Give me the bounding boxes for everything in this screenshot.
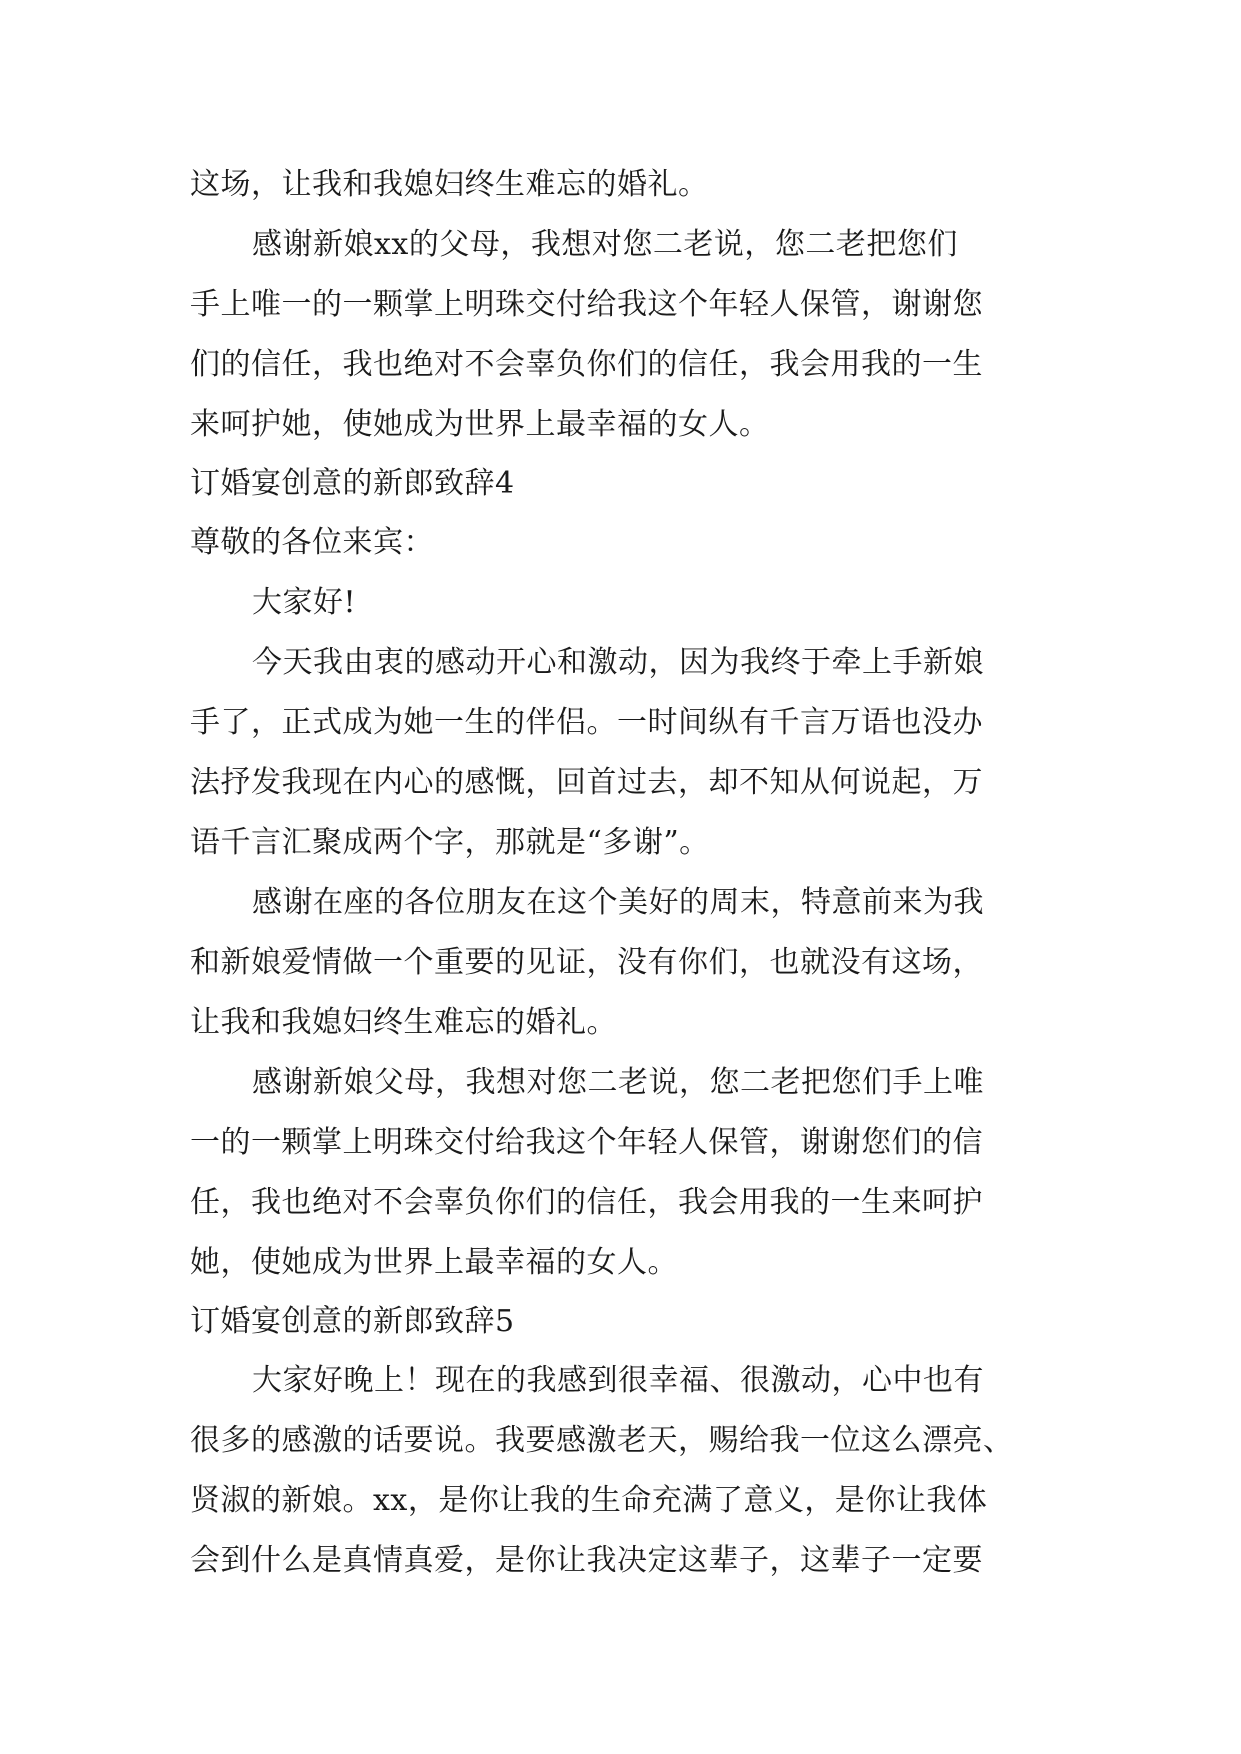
greeting-line: 大家好! — [252, 585, 357, 620]
document-body — [190, 155, 1060, 1591]
paragraph-line: 会到什么是真情真爱，是你让我决定这辈子，这辈子一定要 — [190, 1543, 983, 1578]
paragraph-line: 让我和我媳妇终生难忘的婚礼。 — [190, 1005, 617, 1040]
paragraph-line: 感谢在座的各位朋友在这个美好的周末，特意前来为我 — [252, 885, 984, 920]
paragraph-line: 感谢新娘xx的父母，我想对您二老说，您二老把您们 — [252, 227, 958, 262]
paragraph-line: 法抒发我现在内心的感慨，回首过去，却不知从何说起，万 — [190, 765, 983, 800]
paragraph-line: 这场，让我和我媳妇终生难忘的婚礼。 — [190, 167, 709, 202]
paragraph-line: 感谢新娘父母，我想对您二老说，您二老把您们手上唯 — [252, 1065, 984, 1100]
paragraph-line: 们的信任，我也绝对不会辜负你们的信任，我会用我的一生 — [190, 347, 983, 382]
paragraph-line: 今天我由衷的感动开心和激动，因为我终于牵上手新娘 — [252, 645, 984, 680]
paragraph-line: 手了，正式成为她一生的伴侣。一时间纵有千言万语也没办 — [190, 705, 983, 740]
paragraph-line: 手上唯一的一颗掌上明珠交付给我这个年轻人保管，谢谢您 — [190, 287, 983, 322]
paragraph-line: 来呵护她，使她成为世界上最幸福的女人。 — [190, 407, 770, 442]
paragraph-line: 和新娘爱情做一个重要的见证，没有你们，也就没有这场， — [190, 945, 983, 980]
paragraph-line: 一的一颗掌上明珠交付给我这个年轻人保管，谢谢您们的信 — [190, 1125, 983, 1160]
salutation-line: 尊敬的各位来宾： — [190, 525, 434, 560]
paragraph-line: 贤淑的新娘。xx，是你让我的生命充满了意义，是你让我体 — [190, 1483, 988, 1518]
section-heading: 订婚宴创意的新郎致辞5 — [190, 1304, 515, 1339]
paragraph-line: 很多的感激的话要说。我要感激老天，赐给我一位这么漂亮、 — [190, 1423, 1014, 1458]
section-heading: 订婚宴创意的新郎致辞4 — [190, 466, 515, 501]
paragraph-line: 语千言汇聚成两个字，那就是“多谢”。 — [190, 825, 710, 860]
paragraph-line: 任，我也绝对不会辜负你们的信任，我会用我的一生来呵护 — [190, 1185, 983, 1220]
paragraph-line: 她，使她成为世界上最幸福的女人。 — [190, 1245, 678, 1280]
paragraph-line: 大家好晚上！现在的我感到很幸福、很激动，心中也有 — [252, 1363, 984, 1398]
